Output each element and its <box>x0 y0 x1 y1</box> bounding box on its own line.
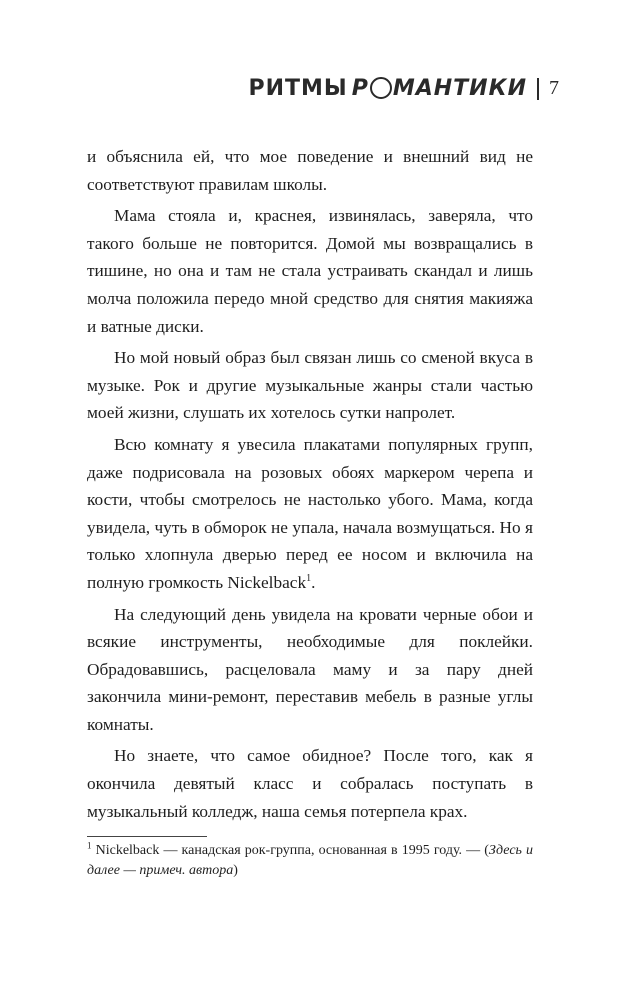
book-title <box>248 76 527 101</box>
paragraph-2: Мама стояла и, краснея, извинялась, заверяла, что такого больше не повторится. Домой мы возвращались в тишине, но она и там не стала устраивать скандал и лишь молча положила передо мной средство для снятия макияжа и ватные диски. <box>87 206 533 336</box>
book-title-word-2: Р МАНТИКИ <box>351 76 527 101</box>
paragraph-1: и объяснила ей, что мое поведение и внешний вид не соответствуют правилам школы. <box>87 147 533 194</box>
paragraph-3: Но мой новый образ был связан лишь со сменой вкуса в музыке. Рок и другие музыкальные жанры стали частью моей жизни, слушать их хотелось сутки напролет. <box>87 348 533 423</box>
heart-circle-icon <box>370 77 392 99</box>
footnote-italic: Здесь и далее — примеч. автора <box>87 843 534 878</box>
footnote-text: Nickelback — канадская рок-группа, основанная в 1995 году. — ( <box>95 843 489 858</box>
paragraph-4: Всю комнату я увесила плакатами популярных групп, даже подрисовала на розовых обоях маркером черепа и кости, чтобы смотрелось не настолько убого. Мама, когда увидела, чуть в обморок не упала, начала возмущаться. Но я только хлопнула дверью перед ее носом и включила на полную громкость Nickelback$^1$. <box>87 434 533 592</box>
footnote-marker: 1 <box>87 840 92 851</box>
book-title-word-1: РИТМЫ <box>248 76 348 101</box>
body-text <box>87 143 533 825</box>
paragraph-6: Но знаете, что самое обидное? После того, как я окончила девятый класс и собралась поступать в музыкальный колледж, наша семья потерпела крах. <box>87 746 533 821</box>
footnote-rule <box>87 836 207 837</box>
header-separator <box>537 78 539 100</box>
footnote-ref: 1 <box>306 573 312 585</box>
footnote: $^1$ Nickelback — канадская рок-группа, основанная в 1995 году. — (Здесь и далее — примеч. автора) <box>87 840 534 878</box>
paragraph-5: На следующий день увидела на кровати черные обои и всякие инструменты, необходимые для поклейки. Обрадовавшись, расцеловала маму и за пару дней закончила мини-ремонт, переставив мебель в разные углы комнаты. <box>87 604 533 734</box>
running-header <box>248 76 559 101</box>
page-number: 7 <box>549 77 559 99</box>
